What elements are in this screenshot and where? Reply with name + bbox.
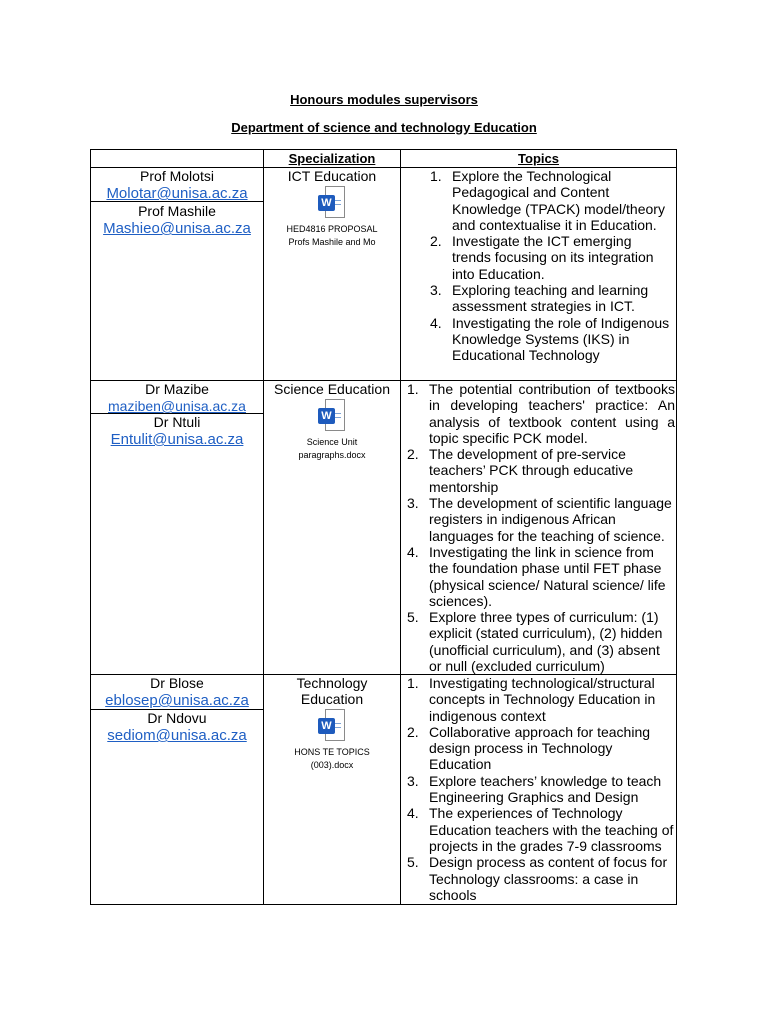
row-3-specialization [263, 675, 401, 772]
row-1-topics [430, 168, 674, 364]
supervisor-name: Dr Ntuli [153, 414, 201, 430]
attachment-filename[interactable]: Science Unit [306, 437, 358, 447]
supervisor-email-link[interactable]: maziben@unisa.ac.za [108, 398, 246, 414]
topic-item: 5. Explore three types of curriculum: (1) explicit (stated curriculum), (2) hidden (unofficial curriculum), and (3) absent or null (excluded curriculum) [407, 609, 663, 675]
topic-item: 3. Exploring teaching and learning assessment strategies in ICT. [430, 282, 649, 315]
topic-item: 2. The development of pre-service teachers’ PCK through educative mentorship [407, 446, 634, 495]
topic-item: 3. Explore teachers’ knowledge to teach Engineering Graphics and Design [407, 772, 662, 806]
row-3-supervisors [91, 675, 263, 745]
supervisor-email-link[interactable]: Mashieo@unisa.ac.za [103, 220, 251, 237]
row-2-topics [407, 381, 675, 674]
topic-item: 4. Investigating the role of Indigenous Knowledge Systems (IKS) in Educational Technology [430, 314, 670, 364]
document-title: Honours modules supervisors [290, 92, 478, 107]
row-2-specialization [263, 381, 401, 462]
topic-item: 2. Collaborative approach for teaching design process in Technology Education [407, 723, 651, 773]
topic-item: 1. Investigating technological/structural concepts in Technology Education in indigenous context [407, 675, 656, 724]
topic-item: 4. The experiences of Technology Education teachers with the teaching of projects in the grades 7-9 classrooms [407, 805, 674, 854]
attachment-filename[interactable]: paragraphs.docx [298, 450, 366, 460]
header-topics: Topics [518, 151, 559, 166]
column-divider [263, 150, 264, 904]
topics-list [407, 675, 675, 903]
topics-list [407, 381, 675, 674]
word-document-icon[interactable]: W [318, 399, 346, 433]
supervisor-name: Dr Blose [150, 675, 204, 691]
attachment-filename[interactable]: HONS TE TOPICS [294, 747, 370, 757]
row-3-topics [407, 675, 675, 903]
header-specialization: Specialization [288, 151, 376, 166]
column-divider [400, 150, 401, 904]
supervisor-name: Prof Molotsi [140, 168, 214, 184]
supervisor-email-link[interactable]: sediom@unisa.ac.za [107, 727, 247, 744]
supervisor-name: Dr Mazibe [145, 381, 209, 397]
supervisor-name: Prof Mashile [138, 203, 216, 219]
supervisor-name: Dr Ndovu [147, 710, 207, 726]
supervisors-table [90, 149, 677, 905]
attachment-filename[interactable]: Profs Mashile and Mo [288, 237, 376, 247]
topic-item: 1. Explore the Technological Pedagogical and Content Knowledge (TPACK) model/theory and contextualise it in Education. [430, 168, 665, 233]
supervisor-email-link[interactable]: Entulit@unisa.ac.za [110, 431, 244, 448]
topic-item: 5. Design process as content of focus for Technology classrooms: a case in schools [407, 854, 668, 903]
department-subtitle: Department of science and technology Education [231, 120, 537, 135]
topic-item: 2. Investigate the ICT emerging trends focusing on its integration into Education. [430, 233, 654, 282]
supervisor-email-link[interactable]: Molotar@unisa.ac.za [106, 185, 248, 202]
topic-item: 3. The development of scientific language registers in indigenous African languages for the teaching of science. [407, 495, 672, 544]
row-2-supervisors [91, 381, 263, 449]
word-document-icon[interactable]: W [318, 709, 346, 743]
specialization-label: ICT Education [287, 168, 377, 184]
supervisor-email-link[interactable]: eblosep@unisa.ac.za [105, 692, 249, 709]
word-document-icon[interactable]: W [318, 186, 346, 220]
row-1-supervisors [91, 168, 263, 238]
attachment-filename[interactable]: HED4816 PROPOSAL [286, 224, 378, 234]
specialization-label: Science Education [274, 381, 390, 397]
row-1-specialization [263, 168, 401, 249]
topic-item: 4. Investigating the link in science from the foundation phase until FET phase (physical science/ Natural science/ life sciences). [407, 543, 666, 609]
topics-list [430, 168, 674, 364]
topic-item: 1. The potential contribution of textbooks in developing teachers' practice: An analysis of textbook content using a topic specific PCK model. [407, 381, 675, 446]
attachment-filename[interactable]: (003).docx [310, 760, 354, 770]
specialization-label: Technology Education [296, 675, 368, 707]
